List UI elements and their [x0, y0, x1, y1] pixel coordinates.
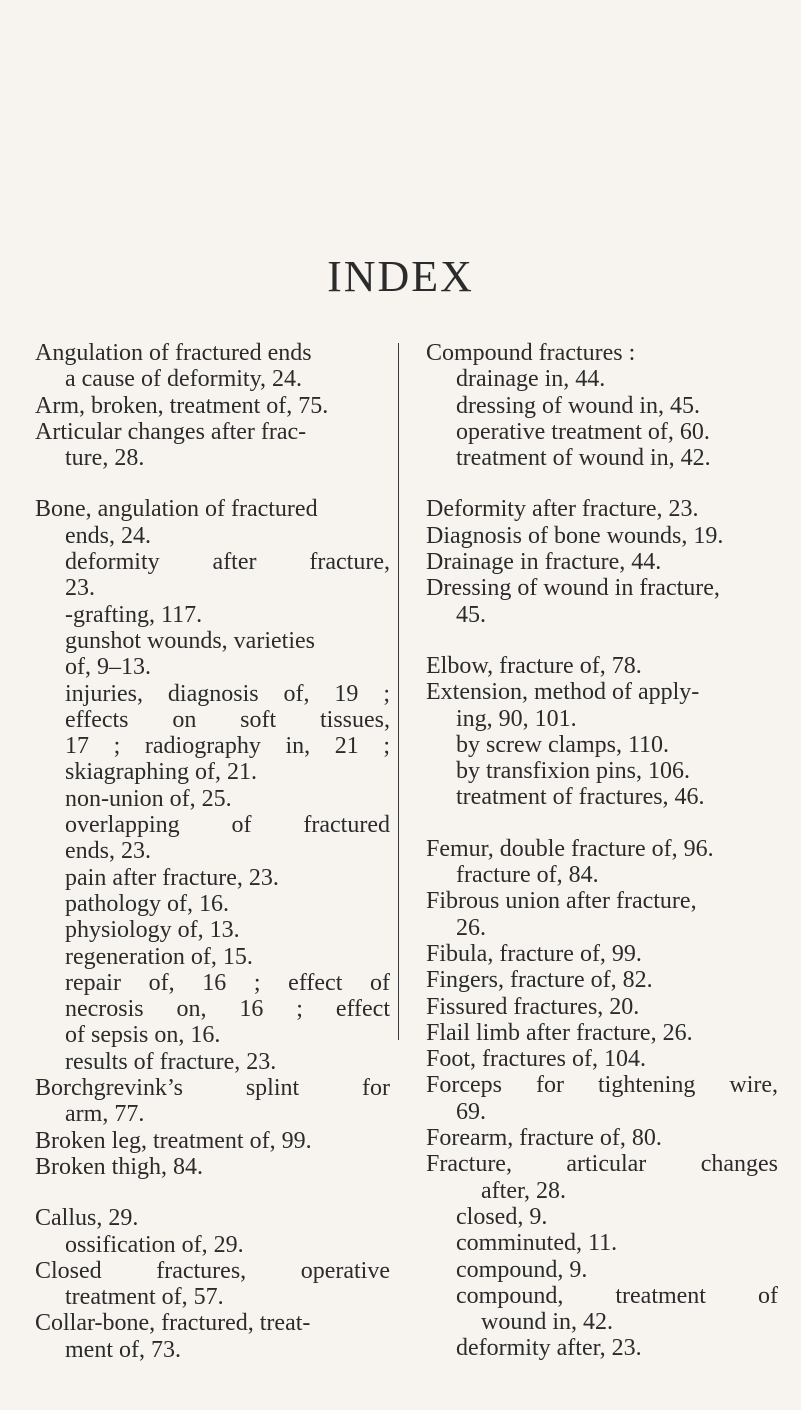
- index-subentry: wound in, 42.: [481, 1309, 613, 1336]
- index-subentry: treatment of wound in, 42.: [456, 445, 711, 472]
- index-entry: Elbow, fracture of, 78.: [426, 652, 642, 679]
- index-subentry: 69.: [456, 1098, 486, 1125]
- index-entry: Forceps for tightening wire,: [426, 1072, 778, 1099]
- index-entry: Collar-bone, fractured, treat-: [35, 1310, 311, 1337]
- index-entry: Extension, method of apply-: [426, 679, 700, 706]
- index-subentry: closed, 9.: [456, 1203, 548, 1230]
- index-subentry: pathology of, 16.: [65, 890, 229, 917]
- index-entry: Broken leg, treatment of, 99.: [35, 1127, 312, 1154]
- entry-gap: [426, 471, 778, 496]
- index-subentry: results of fracture, 23.: [65, 1048, 277, 1075]
- index-entry: Drainage in fracture, 44.: [426, 549, 662, 576]
- index-subentry: arm, 77.: [65, 1101, 145, 1128]
- index-subentry: 26.: [456, 914, 486, 941]
- index-entry: Bone, angulation of fractured: [35, 496, 318, 523]
- index-entry: Forearm, fracture of, 80.: [426, 1125, 662, 1152]
- index-subentry: non-union of, 25.: [65, 785, 232, 812]
- index-entry: Callus, 29.: [35, 1205, 139, 1232]
- index-subentry: by transfixion pins, 106.: [456, 758, 690, 785]
- index-entry: Fracture, articular changes: [426, 1151, 778, 1178]
- index-entry: Deformity after fracture, 23.: [426, 496, 699, 523]
- index-entry: Dressing of wound in fracture,: [426, 575, 720, 602]
- index-subentry: ossification of, 29.: [65, 1231, 244, 1258]
- entry-gap: [426, 811, 778, 836]
- index-entry: Arm, broken, treatment of, 75.: [35, 392, 329, 419]
- index-subentry: fracture of, 84.: [456, 862, 599, 889]
- index-entry: Flail limb after fracture, 26.: [426, 1019, 693, 1046]
- index-subentry: 17 ; radiography in, 21 ;: [65, 733, 390, 760]
- index-subentry: deformity after fracture,: [65, 549, 390, 576]
- index-subentry: a cause of deformity, 24.: [65, 366, 303, 393]
- index-entry: Borchgrevink’s splint for: [35, 1075, 390, 1102]
- index-entry: Fissured fractures, 20.: [426, 993, 640, 1020]
- index-subentry: after, 28.: [481, 1177, 566, 1204]
- index-subentry: of, 9–13.: [65, 654, 151, 681]
- index-subentry: gunshot wounds, varieties: [65, 627, 315, 654]
- index-subentry: treatment of, 57.: [65, 1284, 224, 1311]
- index-subentry: ends, 23.: [65, 838, 151, 865]
- column-divider: [398, 343, 399, 1040]
- index-subentry: operative treatment of, 60.: [456, 418, 710, 445]
- index-entry: Diagnosis of bone wounds, 19.: [426, 522, 724, 549]
- index-subentry: 23.: [65, 575, 95, 602]
- index-entry: Angulation of fractured ends: [35, 340, 312, 366]
- index-subentry: comminuted, 11.: [456, 1230, 618, 1257]
- index-subentry: 45.: [456, 601, 486, 628]
- index-entry: Fibula, fracture of, 99.: [426, 940, 642, 967]
- index-entry: Fibrous union after fracture,: [426, 888, 697, 915]
- index-subentry: effects on soft tissues,: [65, 706, 390, 733]
- index-entry: Articular changes after frac-: [35, 418, 307, 445]
- index-subentry: pain after fracture, 23.: [65, 864, 279, 891]
- entry-gap: [35, 471, 390, 496]
- index-subentry: dressing of wound in, 45.: [456, 392, 700, 419]
- index-subentry: physiology of, 13.: [65, 917, 240, 944]
- index-subentry: repair of, 16 ; effect of: [65, 969, 390, 996]
- index-entry: Fingers, fracture of, 82.: [426, 967, 653, 994]
- index-subentry: by screw clamps, 110.: [456, 731, 670, 758]
- index-column-right: [426, 340, 778, 1362]
- index-subentry: compound, treatment of: [456, 1282, 778, 1309]
- index-subentry: overlapping of fractured: [65, 812, 390, 839]
- index-subentry: of sepsis on, 16.: [65, 1022, 221, 1049]
- index-subentry: ing, 90, 101.: [456, 705, 577, 732]
- index-entry: Broken thigh, 84.: [35, 1153, 203, 1180]
- index-entry: Foot, fractures of, 104.: [426, 1046, 646, 1073]
- index-subentry: deformity after, 23.: [456, 1335, 642, 1362]
- index-subentry: regeneration of, 15.: [65, 943, 253, 970]
- index-subentry: drainage in, 44.: [456, 366, 606, 393]
- index-subentry: ends, 24.: [65, 522, 151, 549]
- index-subentry: treatment of fractures, 46.: [456, 784, 705, 811]
- index-subentry: injuries, diagnosis of, 19 ;: [65, 680, 390, 707]
- index-entry: Closed fractures, operative: [35, 1257, 390, 1284]
- entry-gap: [426, 628, 778, 653]
- index-column-left: [35, 340, 390, 1363]
- index-entry: Compound fractures :: [426, 340, 636, 366]
- index-subentry: ture, 28.: [65, 445, 145, 472]
- index-subentry: skiagraphing of, 21.: [65, 759, 257, 786]
- page-title: INDEX: [327, 252, 474, 301]
- index-subentry: compound, 9.: [456, 1256, 588, 1283]
- entry-gap: [35, 1180, 390, 1205]
- index-subentry: ment of, 73.: [65, 1336, 181, 1363]
- index-subentry: -grafting, 117.: [65, 601, 203, 628]
- index-entry: Femur, double fracture of, 96.: [426, 835, 714, 862]
- index-subentry: necrosis on, 16 ; effect: [65, 996, 390, 1023]
